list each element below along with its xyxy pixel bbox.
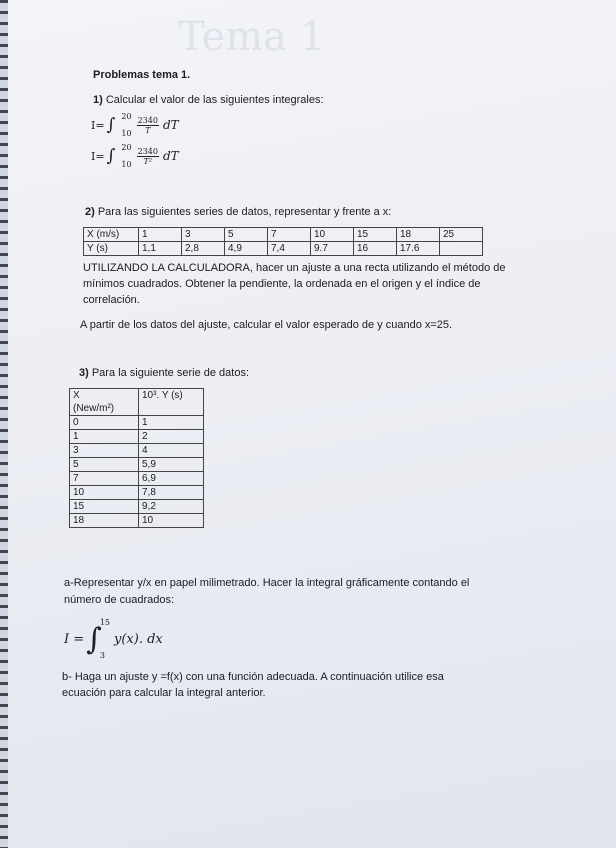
problem-3-text: Para la siguiente serie de datos: (91, 367, 249, 379)
table-row (70, 486, 204, 500)
problem-2-number: 2) (85, 206, 95, 218)
integral-2-prefix: I= (91, 149, 105, 163)
y-cell: 6,9 (139, 472, 204, 486)
y-cell: 9,2 (139, 500, 204, 514)
x-cell: 5 (70, 458, 139, 472)
x-cell: 5 (225, 228, 268, 242)
y-cell: 5,9 (139, 458, 204, 472)
problem-3a-line-1: a-Representar y/x en papel milimetrado. Hacer la integral gráficamente contando el (64, 577, 470, 589)
integral-3-body: y(x). dx (114, 631, 163, 647)
integral-1-fraction (137, 116, 159, 135)
integral-3 (64, 618, 163, 660)
integral-2-lower: 10 (121, 160, 132, 169)
col-x-label: X (73, 390, 80, 401)
y-cell: 7,8 (139, 486, 204, 500)
integral-sign: ∫ (86, 621, 102, 657)
problem-2-line-1: UTILIZANDO LA CALCULADORA, hacer un ajuste a una recta utilizando el método de (83, 262, 506, 274)
x-cell: 3 (70, 444, 139, 458)
x-cell: 7 (268, 228, 311, 242)
problem-1-text: Calcular el valor de las siguientes integrales: (105, 94, 324, 106)
x-cell: 10 (70, 486, 139, 500)
y-cell: 16 (354, 242, 397, 256)
table-row (70, 444, 204, 458)
integral-1-differential: dT (162, 118, 179, 132)
y-label-cell: Y (s) (84, 242, 139, 256)
problem-2-heading (85, 205, 391, 219)
integral-1-prefix: I= (91, 118, 105, 132)
problem-2-text: Para las siguientes series de datos, representar y frente a x: (97, 206, 392, 218)
x-cell: 18 (397, 228, 440, 242)
integral-3-upper: 15 (99, 618, 110, 627)
problem-3b-line-2: ecuación para calcular la integral anterior. (62, 687, 266, 699)
integral-sign: ∫ (106, 115, 116, 135)
col-x-header (70, 389, 139, 416)
table-row (70, 458, 204, 472)
table-row (70, 416, 204, 430)
x-cell: 18 (70, 514, 139, 528)
problem-3a-line-2: número de cuadrados: (64, 594, 175, 606)
table-row (70, 500, 204, 514)
y-cell: 4,9 (225, 242, 268, 256)
integral-2-differential: dT (162, 149, 179, 163)
problem-2-line-3: correlación. (83, 294, 140, 306)
table-header-row (70, 389, 204, 416)
problem-3b-line-1: b- Haga un ajuste y =f(x) con una función adecuada. A continuación utilice esa (62, 671, 444, 683)
problem-3-heading (79, 366, 249, 380)
data-table-3 (69, 388, 204, 528)
y-cell: 9.7 (311, 242, 354, 256)
data-table-2 (83, 227, 483, 256)
x-cell: 7 (70, 472, 139, 486)
x-cell: 1 (139, 228, 182, 242)
problem-2-line-4: A partir de los datos del ajuste, calcular el valor esperado de y cuando x=25. (80, 319, 453, 331)
table-row-x (84, 228, 483, 242)
page-title: Problemas tema 1. (93, 69, 191, 81)
y-cell: 17.6 (397, 242, 440, 256)
x-cell: 25 (440, 228, 483, 242)
integral-2 (91, 143, 179, 169)
y-cell: 7,4 (268, 242, 311, 256)
integral-1-lower: 10 (121, 129, 132, 138)
integral-3-prefix: I = (64, 631, 85, 647)
problem-2-line-2: mínimos cuadrados. Obtener la pendiente, la ordenada en el origen y el índice de (83, 278, 481, 290)
integral-sign: ∫ (106, 146, 116, 166)
table-row-y (84, 242, 483, 256)
x-cell: 15 (354, 228, 397, 242)
integral-2-fraction (137, 147, 159, 166)
integral-2-numerator: 2340 (137, 146, 158, 156)
problem-3-number: 3) (79, 367, 89, 379)
x-cell: 1 (70, 430, 139, 444)
integral-2-denominator: T² (143, 156, 153, 166)
x-cell: 3 (182, 228, 225, 242)
problem-1-number: 1) (93, 94, 103, 106)
y-cell: 1 (139, 416, 204, 430)
x-cell: 0 (70, 416, 139, 430)
y-cell: 4 (139, 444, 204, 458)
y-cell: 2,8 (182, 242, 225, 256)
table-row (70, 472, 204, 486)
integral-1-upper: 20 (121, 112, 132, 121)
integral-1-numerator: 2340 (137, 115, 158, 125)
table-row (70, 430, 204, 444)
integral-2-upper: 20 (121, 143, 132, 152)
ghost-text: Tema 1 (178, 14, 326, 60)
col-y-header: 10³. Y (s) (139, 389, 204, 416)
x-cell: 10 (311, 228, 354, 242)
y-cell: 10 (139, 514, 204, 528)
y-cell: 2 (139, 430, 204, 444)
x-label-cell: X (m/s) (84, 228, 139, 242)
integral-3-lower: 3 (99, 651, 105, 660)
y-cell: 1,1 (139, 242, 182, 256)
integral-1 (91, 112, 179, 138)
y-cell (440, 242, 483, 256)
x-cell: 15 (70, 500, 139, 514)
integral-1-denominator: T (145, 125, 151, 135)
table-row (70, 514, 204, 528)
problem-1-heading (93, 93, 324, 107)
col-x-unit: (New/m²) (73, 403, 115, 414)
